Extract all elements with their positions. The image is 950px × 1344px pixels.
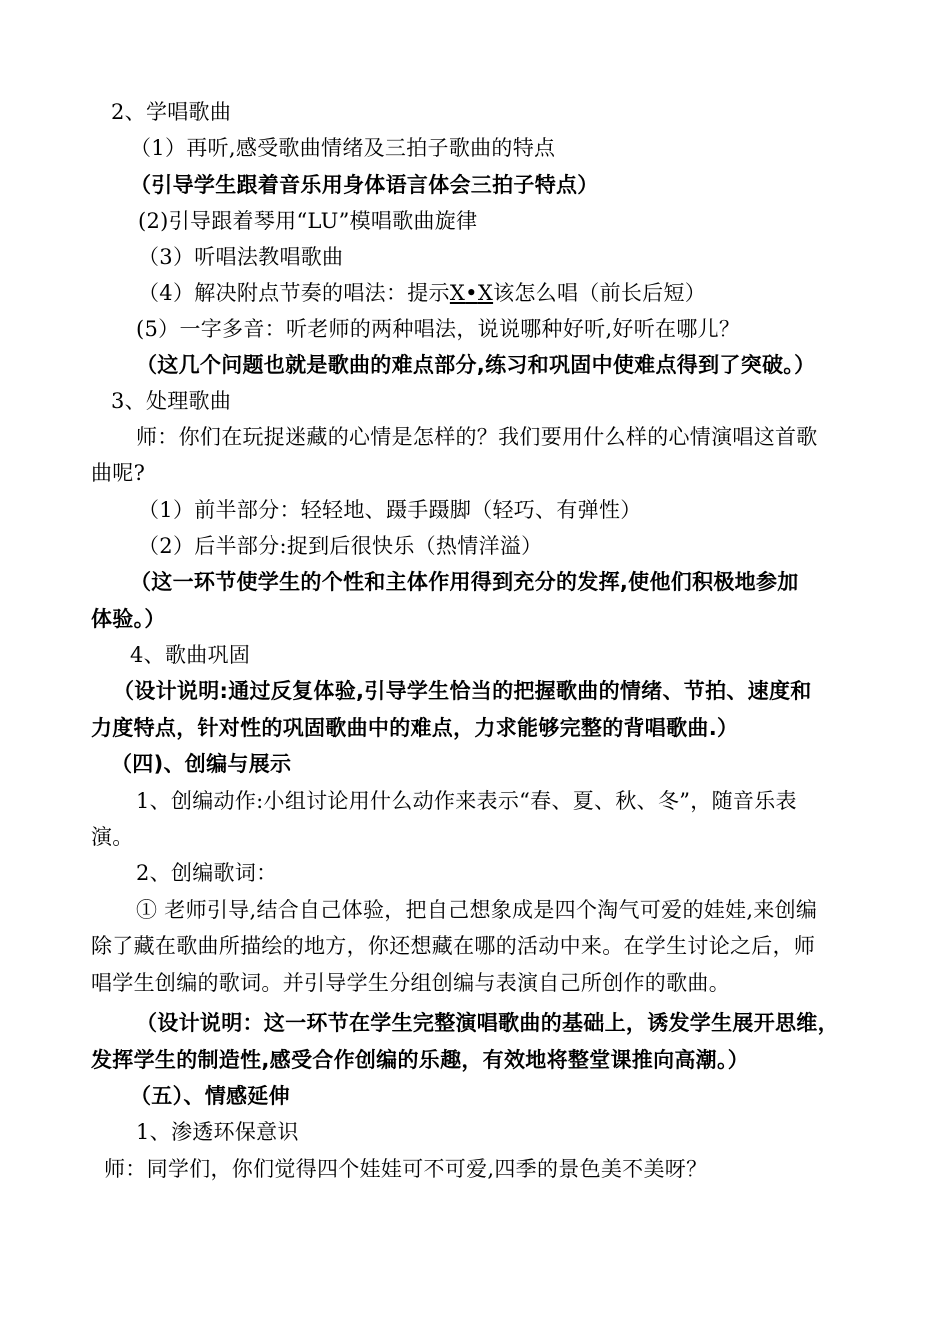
heading-process-song: 3、处理歌曲	[111, 389, 232, 413]
design-note-consolidate: （设计说明:通过反复体验,引导学生恰当的把握歌曲的情绪、节拍、速度和	[113, 679, 812, 703]
step-lu-hum: (2)引导跟着琴用“LU”模唱歌曲旋律	[138, 209, 478, 233]
step-create-actions-cont: 演。	[91, 825, 134, 849]
heading-consolidate: 4、歌曲巩固	[130, 643, 251, 667]
step-teach-singing: （3）听唱法教唱歌曲	[138, 245, 344, 269]
note-personality: （这一环节使学生的个性和主体作用得到充分的发挥,使他们积极地参加	[130, 570, 799, 594]
step-melisma: (5）一字多音：听老师的两种唱法，说说哪种好听,好听在哪儿？	[136, 317, 741, 341]
note-personality-cont: 体验。）	[91, 607, 166, 631]
note-difficult-part: （这几个问题也就是歌曲的难点部分,练习和巩固中使难点得到了突破。）	[136, 353, 816, 377]
rhythm-note-x1: X	[449, 281, 466, 305]
step-environment: 1、渗透环保意识	[136, 1120, 299, 1144]
note-body-language: （引导学生跟着音乐用身体语言体会三拍子特点）	[130, 173, 599, 197]
teacher-question-mood-cont: 曲呢?	[91, 461, 146, 485]
rhythm-note-x2: X	[477, 281, 494, 305]
lyrics-guide-1: ① 老师引导,结合自己体验，把自己想象成是四个淘气可爱的娃娃,来创编	[136, 898, 818, 922]
step-second-half: （2）后半部分:捉到后很快乐（热情洋溢）	[138, 534, 543, 558]
step-create-lyrics: 2、创编歌词：	[136, 861, 278, 885]
heading-learn-song: 2、学唱歌曲	[111, 100, 232, 124]
lyrics-guide-2: 除了藏在歌曲所描绘的地方，你还想藏在哪的活动中来。在学生讨论之后，师	[91, 934, 816, 958]
section-create-show: （四)、创编与展示	[111, 752, 292, 776]
step-first-half: （1）前半部分：轻轻地、蹑手蹑脚（轻巧、有弹性）	[138, 498, 642, 522]
dotted-rhythm-text: （4）解决附点节奏的唱法：提示	[138, 281, 450, 305]
step-dotted-rhythm	[138, 278, 706, 308]
section-emotion-extend: （五）、情感延伸	[130, 1084, 290, 1108]
lyrics-guide-3: 唱学生创编的歌词。并引导学生分组创编与表演自己所创作的歌曲。	[91, 971, 730, 995]
step-listen-again: （1）再听,感受歌曲情绪及三拍子歌曲的特点	[130, 136, 556, 160]
design-note-creativity-cont: 发挥学生的制造性,感受合作创编的乐趣，有效地将整堂课推向高潮。）	[91, 1048, 750, 1072]
dotted-rhythm-tail: 该怎么唱（前长后短）	[493, 281, 707, 305]
design-note-consolidate-cont: 力度特点，针对性的巩固歌曲中的难点，力求能够完整的背唱歌曲.）	[91, 716, 739, 740]
rhythm-dot: •	[465, 281, 478, 305]
teacher-question-dolls: 师：同学们，你们觉得四个娃娃可不可爱,四季的景色美不美呀？	[104, 1157, 708, 1181]
step-create-actions: 1、创编动作:小组讨论用什么动作来表示“春、夏、秋、冬”，随音乐表	[136, 789, 797, 813]
design-note-creativity: （设计说明：这一环节在学生完整演唱歌曲的基础上，诱发学生展开思维，	[136, 1011, 839, 1035]
teacher-question-mood: 师：你们在玩捉迷藏的心情是怎样的？我们要用什么样的心情演唱这首歌	[136, 425, 818, 449]
